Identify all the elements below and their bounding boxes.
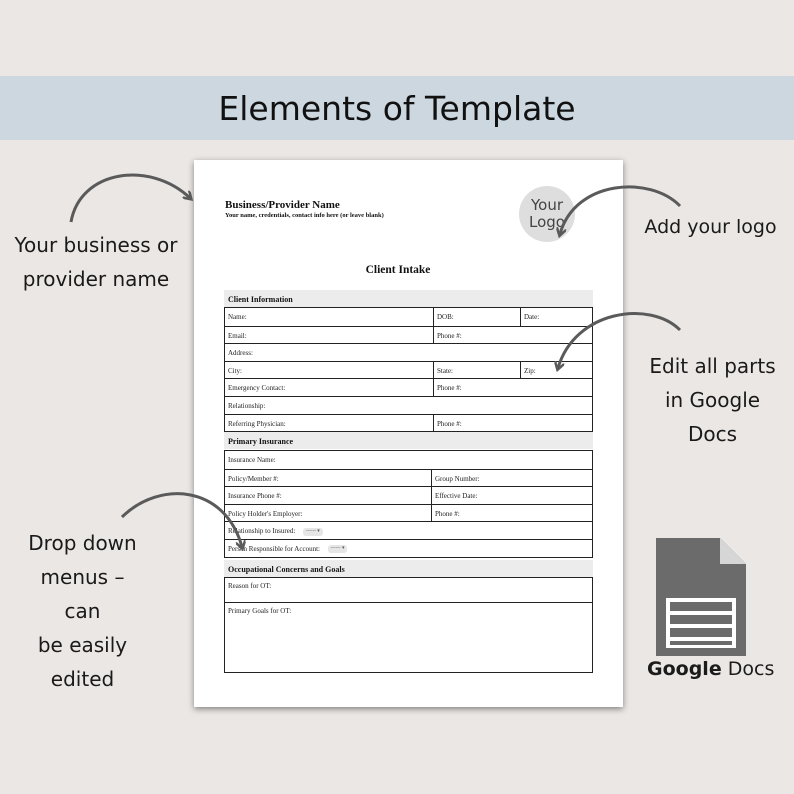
table-row	[225, 378, 592, 396]
google-docs-icon	[656, 538, 746, 656]
client-info-table	[224, 307, 593, 432]
logo-text: Logo	[529, 213, 565, 231]
table-cell: Email:	[228, 331, 247, 340]
table-row	[225, 451, 592, 469]
goals-label: Primary Goals for OT:	[228, 607, 292, 615]
table-cell: City:	[228, 366, 243, 375]
reason-label: Reason for OT:	[228, 582, 272, 590]
section-primary-insurance: Primary Insurance	[224, 432, 593, 449]
table-cell: Relationship:	[228, 401, 266, 410]
logo-text: Your	[530, 196, 564, 214]
table-cell: Phone #:	[433, 327, 592, 344]
table-cell: Phone #:	[431, 505, 592, 522]
table-row	[225, 396, 592, 414]
callout-line: provider name	[22, 267, 170, 291]
callout-edit-parts	[640, 349, 785, 451]
arrow-to-business-name	[71, 175, 190, 222]
callout-line: Docs	[687, 422, 738, 446]
logo-placeholder	[519, 186, 575, 242]
callout-line: edited	[50, 667, 115, 691]
chevron-down-icon: ▾	[317, 528, 320, 534]
business-subtitle: Your name, credentials, contact info here (or leave blank)	[225, 212, 384, 219]
reason-for-ot-box[interactable]	[224, 577, 593, 603]
table-row	[225, 469, 592, 487]
callout-dropdown-menus	[20, 526, 145, 696]
table-cell: Effective Date:	[431, 487, 592, 504]
table-cell: DOB:	[433, 308, 520, 326]
relationship-dropdown[interactable]	[303, 528, 323, 536]
business-name: Business/Provider Name	[225, 199, 340, 211]
table-cell: Phone #:	[433, 379, 592, 396]
banner-title: Elements of Template	[218, 88, 576, 128]
dropdown-label: Relationship to Insured:	[228, 527, 296, 536]
table-cell: Policy/Member #:	[228, 474, 279, 483]
table-cell: State:	[433, 362, 520, 379]
table-cell: Insurance Name:	[228, 456, 276, 464]
dropdown-value: ------	[306, 528, 317, 534]
table-row	[225, 326, 592, 344]
table-row	[225, 504, 592, 522]
table-cell: Zip:	[520, 362, 592, 379]
header-banner	[0, 76, 794, 140]
callout-business-name	[6, 228, 186, 296]
table-cell	[225, 540, 592, 557]
table-cell: Address:	[228, 349, 253, 358]
callout-line: Add your logo	[644, 216, 777, 238]
form-title: Client Intake	[365, 264, 431, 276]
docs-product: Docs	[721, 658, 775, 680]
responsible-party-dropdown[interactable]	[328, 545, 348, 553]
insurance-table	[224, 450, 593, 558]
table-row	[225, 308, 592, 326]
primary-goals-box[interactable]	[224, 602, 593, 673]
callout-line: in Google	[664, 388, 761, 412]
table-cell: Name:	[228, 313, 247, 321]
table-cell: Insurance Phone #:	[228, 492, 282, 501]
document-page	[194, 160, 623, 707]
table-cell	[225, 522, 592, 539]
callout-line: Edit all parts	[649, 354, 776, 378]
callout-line: menus – can	[40, 565, 125, 623]
callout-line: be easily	[37, 633, 128, 657]
callout-line: Your business or	[14, 233, 178, 257]
table-cell: Group Number:	[431, 470, 592, 487]
table-row	[225, 414, 592, 432]
table-cell: Date:	[520, 308, 592, 326]
google-docs-label	[647, 658, 774, 680]
table-row	[225, 361, 592, 379]
table-cell: Policy Holder's Employer:	[228, 509, 303, 518]
table-cell: Emergency Contact:	[228, 384, 286, 393]
table-cell: Referring Physician:	[228, 419, 286, 428]
table-row	[225, 521, 592, 539]
table-row	[225, 343, 592, 361]
table-cell: Phone #:	[433, 415, 592, 432]
dropdown-label: Person Responsible for Account:	[228, 544, 320, 553]
table-row	[225, 539, 592, 557]
section-client-information: Client Information	[224, 290, 593, 307]
section-occupational-concerns: Occupational Concerns and Goals	[224, 560, 593, 577]
callout-line: Drop down	[28, 531, 137, 555]
callout-add-logo	[638, 210, 783, 244]
dropdown-value: ------	[330, 546, 341, 552]
table-row	[225, 486, 592, 504]
chevron-down-icon: ▾	[341, 546, 345, 552]
google-brand: Google	[647, 658, 722, 680]
